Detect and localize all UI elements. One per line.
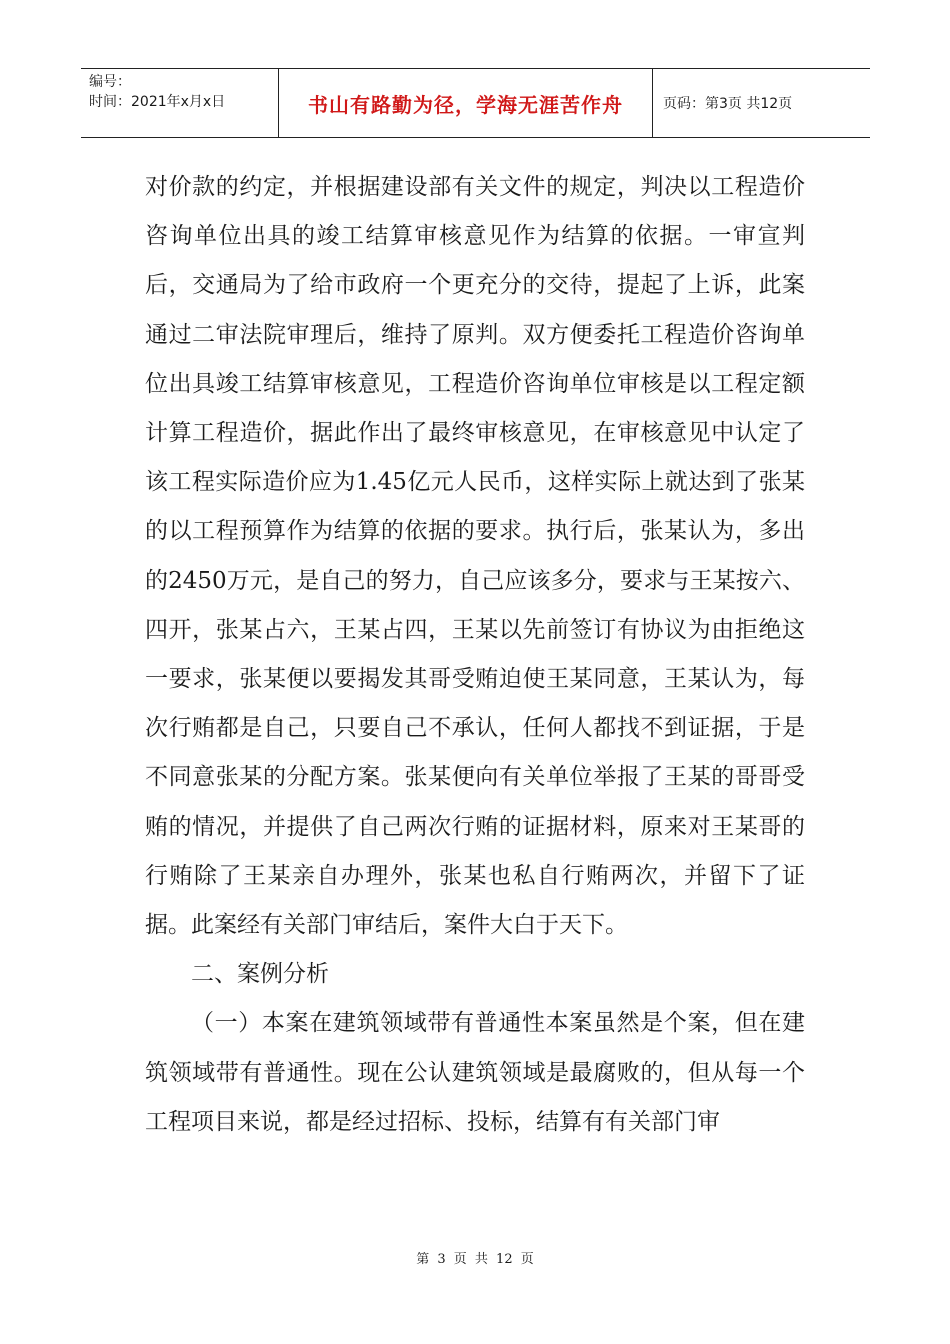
body-paragraph: 对价款的约定，并根据建设部有关文件的规定，判决以工程造价咨询单位出具的竣工结算审核意见作为结算的依据。一审宣判后，交通局为了给市政府一个更充分的交待，提起了上诉，此案通过二审法院审理后，维持了原判。双方便委托工程造价咨询单位出具竣工结算审核意见，工程造价咨询单位审核是以工程定额计算工程造价，据此作出了最终审核意见，在审核意见中认定了该工程实际造价应为1.45亿元人民币，这样实际上就达到了张某的以工程预算作为结算的依据的要求。执行后，张某认为，多出的2450万元，是自己的努力，自己应该多分，要求与王某按六、四开，张某占六，王某占四，王某以先前签订有协议为由拒绝这一要求，张某便以要揭发其哥受贿迫使王某同意，王某认为，每次行贿都是自己，只要自己不承认，任何人都找不到证据，于是不同意张某的分配方案。张某便向有关单位举报了王某的哥哥受贿的情况，并提供了自己两次行贿的证据材料，原来对王某哥的行贿除了王某亲自办理外，张某也私自行贿两次，并留下了证据。此案经有关部门审结后，案件大白于天下。 xyxy=(145,174,805,939)
document-number: 编号： xyxy=(89,74,131,90)
header-page-number: 页码：第3页 共12页 xyxy=(663,96,793,112)
document-date: 时间：2021年x月x日 xyxy=(89,94,226,110)
page-footer: 第 3 页 共 12 页 xyxy=(416,1252,534,1267)
page-header xyxy=(81,68,870,138)
body-paragraph: （一）本案在建筑领域带有普通性本案虽然是个案，但在建筑领域带有普通性。现在公认建筑领域是最腐败的，但从每一个工程项目来说，都是经过招标、投标，结算有有关部门审 xyxy=(145,1010,805,1135)
header-meta xyxy=(81,69,279,137)
document-body xyxy=(145,163,805,1147)
section-heading: 二、案例分析 xyxy=(191,961,329,988)
header-motto: 书山有路勤为径，学海无涯苦作舟 xyxy=(279,69,653,137)
